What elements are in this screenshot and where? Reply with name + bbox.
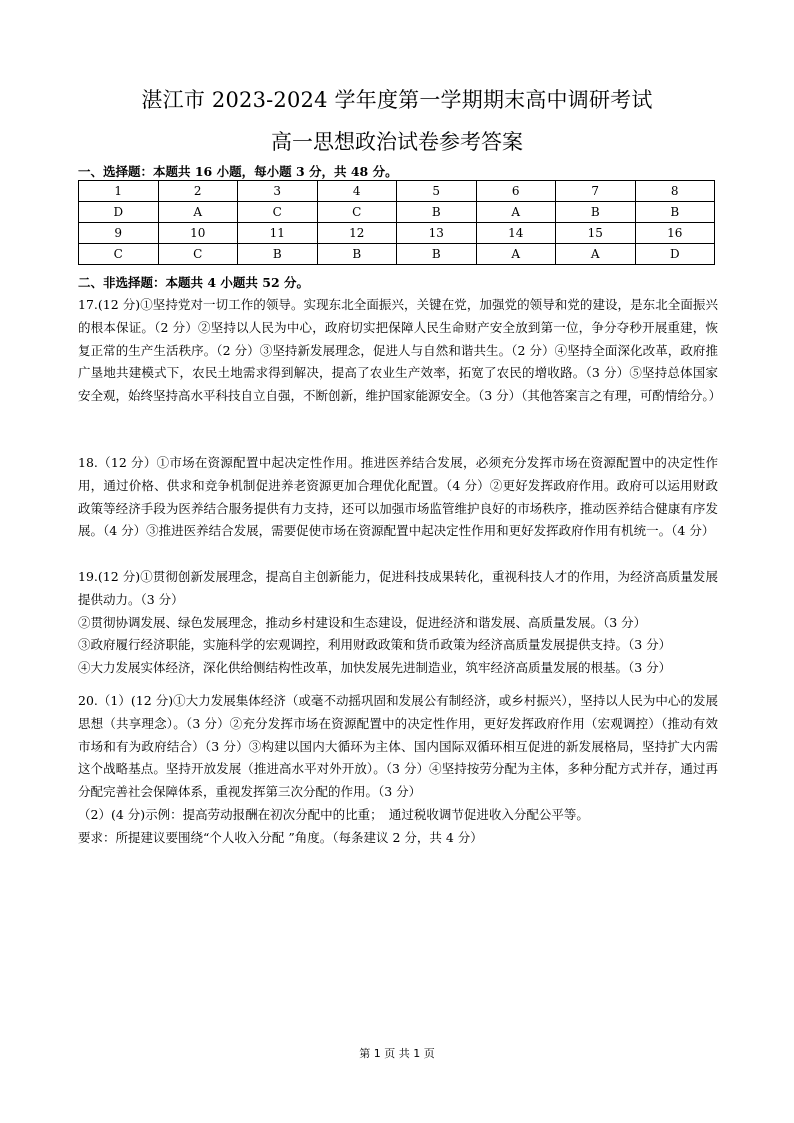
table-cell: 11 [238,223,318,244]
table-cell: 14 [476,223,556,244]
table-cell: B [397,202,477,223]
section1-heading: 一、选择题：本题共 16 小题，每小题 3 分，共 48 分。 [78,164,398,179]
question-20-answer [78,690,718,850]
table-cell: B [317,244,397,265]
section2-heading: 二、非选择题：本题共 4 小题共 52 分。 [78,275,310,290]
table-row [79,202,715,223]
table-row [79,244,715,265]
table-row [79,181,715,202]
answer-paragraph: 20.（1）(12 分)①大力发展集体经济（或毫不动摇巩固和发展公有制经济，或乡村振兴），坚持以人民为中心的发展思想（共享理念）。（3 分）②充分发挥市场在资源配置中的决定性作用，更好发挥政府作用（宏观调控）（推动有效市场和有为政府结合）（3 分）③构建以国内大循环为主体、国内国际双循环相互促进的新发展格局，坚持扩大内需这个战略基点。坚持开放发展（推进高水平对外开放）。（3 分）④坚持按劳分配为主体，多种分配方式并存，通过再分配完善社会保障体系，重视发挥第三次分配的作用。（3 分） [78,693,718,800]
table-cell: B [556,202,636,223]
table-cell: B [635,202,715,223]
table-cell: 16 [635,223,715,244]
table-cell: A [476,202,556,223]
table-cell: B [397,244,477,265]
table-cell: 7 [556,181,636,202]
table-cell: C [79,244,159,265]
answer-paragraph: ③政府履行经济职能，实施科学的宏观调控，利用财政政策和货币政策为经济高质量发展提供支持。（3 分） [78,637,672,653]
table-cell: C [158,244,238,265]
document-title: 湛江市 2023-2024 学年度第一学期期末高中调研考试 [141,88,653,112]
table-cell: 15 [556,223,636,244]
table-cell: A [158,202,238,223]
table-cell: 2 [158,181,238,202]
table-cell: 5 [397,181,477,202]
table-row [79,223,715,244]
answer-paragraph: 19.(12 分)①贯彻创新发展理念，提高自主创新能力，促进科技成果转化，重视科技人才的作用，为经济高质量发展提供动力。（3 分） [78,569,718,607]
table-cell: 8 [635,181,715,202]
table-cell: 10 [158,223,238,244]
table-cell: A [476,244,556,265]
table-cell: A [556,244,636,265]
table-cell: 4 [317,181,397,202]
question-17-answer [78,294,722,408]
table-cell: 1 [79,181,159,202]
table-cell: 3 [238,181,318,202]
table-cell: D [635,244,715,265]
answer-paragraph: 17.(12 分)①坚持党对一切工作的领导。实现东北全面振兴，关键在党，加强党的领导和党的建设，是东北全面振兴的根本保证。（2 分）②坚持以人民为中心，政府切实把保障人民生命财产安全放到第一位，争分夺秒开展重建，恢复正常的生产生活秩序。（2 分）③坚持新发展理念，促进人与自然和谐共生。（2 分）④坚持全面深化改革，政府推广垦地共建模式下，农民土地需求得到解决，提高了农业生产效率，拓宽了农民的增收路。（3 分）⑤坚持总体国家安全观，始终坚持高水平科技自立自强，不断创新，维护国家能源安全。（3 分）（其他答案言之有理，可酌情给分。） [78,297,722,404]
table-cell: C [238,202,318,223]
table-cell: 9 [79,223,159,244]
document-subtitle: 高一思想政治试卷参考答案 [271,130,523,154]
table-cell: B [238,244,318,265]
table-cell: 6 [476,181,556,202]
table-cell: 13 [397,223,477,244]
page-number: 第 1 页 共 1 页 [359,1047,435,1060]
table-cell: D [79,202,159,223]
answer-paragraph: 要求：所提建议要围绕“个人收入分配 ”角度。（每条建议 2 分，共 4 分） [78,829,483,845]
question-19-answer [78,566,718,680]
answer-paragraph: （2）(4 分)示例：提高劳动报酬在初次分配中的比重； 通过税收调节促进收入分配公平等。 [78,806,589,822]
answer-paragraph: ④大力发展实体经济，深化供给侧结构性改革，加快发展先进制造业，筑牢经济高质量发展的根基。（3 分） [78,660,672,676]
table-cell: 12 [317,223,397,244]
table-cell: C [317,202,397,223]
answer-paragraph: 18.（12 分）①市场在资源配置中起决定性作用。推进医养结合发展，必须充分发挥市场在资源配置中的决定性作用，通过价格、供求和竞争机制促进养老资源更加合理优化配置。（4 分）②更好发挥政府作用。政府可以运用财政政策等经济手段为医养结合服务提供有力支持，还可以加强市场监管维护良好的市场秩序，推动医养结合健康有序发展。（4 分）③推进医养结合发展，需要促使市场在资源配置中起决定性作用和更好发挥政府作用有机统一。（4 分） [78,455,718,539]
choice-answer-table [78,180,715,265]
question-18-answer [78,452,718,543]
answer-paragraph: ②贯彻协调发展、绿色发展理念，推动乡村建设和生态建设，促进经济和谐发展、高质量发展。（3 分） [78,614,647,630]
